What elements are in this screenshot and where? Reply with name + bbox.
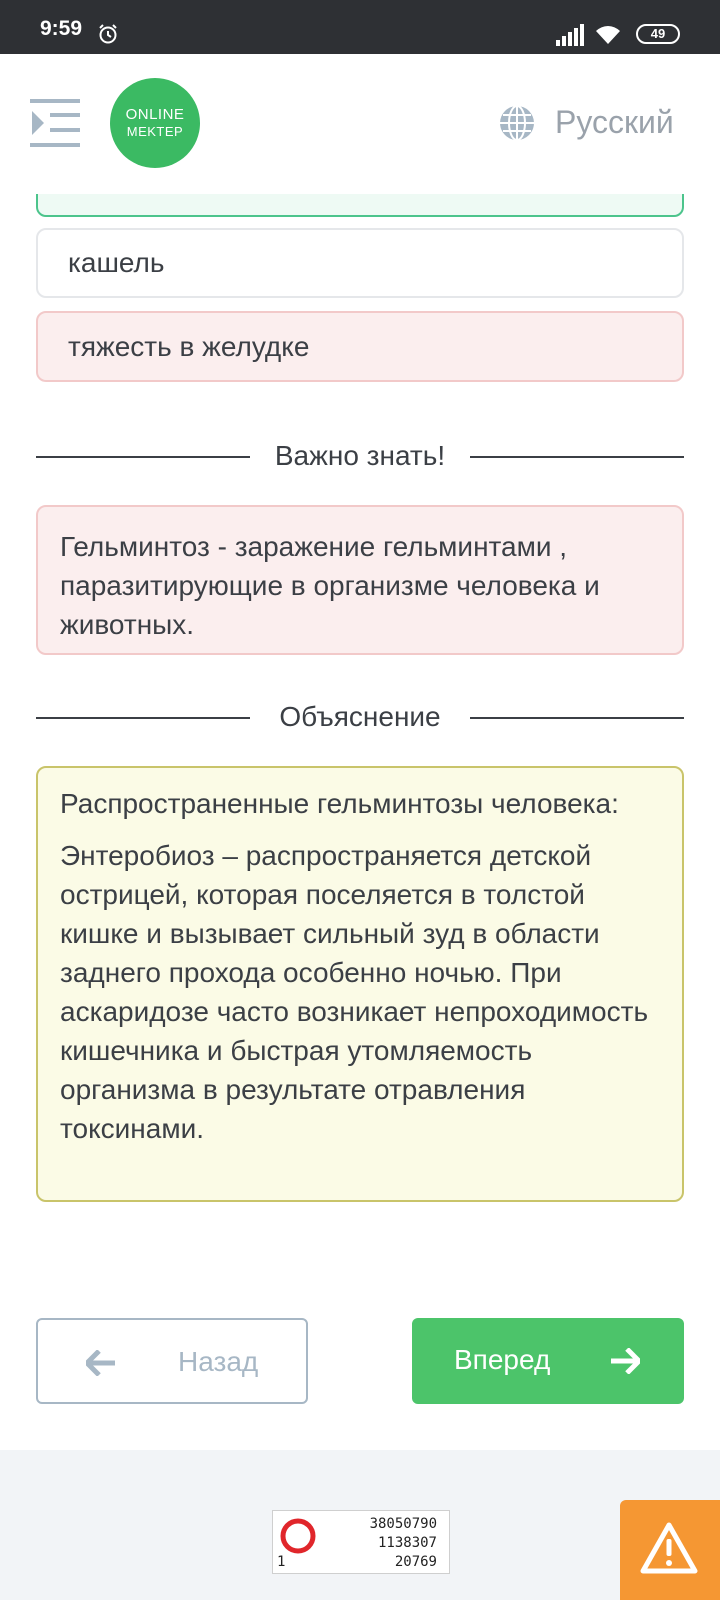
- counter-value: 20769: [394, 1554, 437, 1570]
- important-heading: Важно знать!: [274, 440, 446, 471]
- alarm-icon: [98, 24, 118, 44]
- menu-collapse-icon[interactable]: [30, 99, 80, 147]
- important-note: [36, 505, 684, 655]
- divider-line: [36, 717, 250, 719]
- globe-icon[interactable]: [498, 104, 536, 142]
- counter-value: 1: [277, 1554, 286, 1570]
- counter-value: 38050790: [369, 1516, 437, 1532]
- logo[interactable]: [110, 78, 200, 168]
- back-button[interactable]: [36, 1318, 308, 1404]
- arrow-left-icon: [86, 1350, 116, 1376]
- signal-icon: [556, 24, 584, 46]
- warning-icon: [640, 1522, 698, 1574]
- back-button-label: Назад: [178, 1346, 259, 1377]
- arrow-right-icon: [610, 1348, 640, 1374]
- footer: [0, 1450, 720, 1600]
- app-header: [0, 54, 720, 194]
- divider-line: [470, 717, 684, 719]
- next-button-label: Вперед: [454, 1344, 551, 1375]
- divider-line: [36, 456, 250, 458]
- answer-option[interactable]: [36, 228, 684, 298]
- logo-text-top: ONLINE: [125, 106, 185, 123]
- answer-option-wrong[interactable]: [36, 311, 684, 382]
- counter-ring-icon: [279, 1517, 317, 1555]
- explanation-paragraph: Энтеробиоз – распространяется детской острицей, которая поселяется в толстой кишке и вызывает сильный зуд в области заднего прохода особенно ночью. При аскаридозе часто возникает непроходимость кишечника и быстрая утомляемость организма в результате отравления токсинами.: [60, 840, 649, 1144]
- answer-label: тяжесть в желудке: [68, 331, 310, 362]
- status-time: 9:59: [40, 17, 83, 40]
- counter-value: 1138307: [377, 1535, 437, 1551]
- answer-label: кашель: [68, 247, 165, 278]
- visit-counter[interactable]: [272, 1510, 450, 1574]
- wifi-icon: [594, 22, 622, 46]
- battery-icon: 49: [636, 24, 680, 44]
- next-button[interactable]: [412, 1318, 684, 1404]
- explanation-heading: Объяснение: [279, 701, 441, 732]
- status-bar: [0, 0, 720, 54]
- explanation-box: [36, 766, 684, 1202]
- logo-text-bottom: MEKTEP: [126, 124, 184, 139]
- important-text: Гельминтоз - заражение гельминтами , паразитирующие в организме человека и животных.: [60, 531, 600, 640]
- explanation-paragraph: Распространенные гельминтозы человека:: [60, 788, 619, 819]
- divider-line: [470, 456, 684, 458]
- report-button[interactable]: [620, 1500, 720, 1600]
- language-selector[interactable]: Русский: [555, 104, 674, 140]
